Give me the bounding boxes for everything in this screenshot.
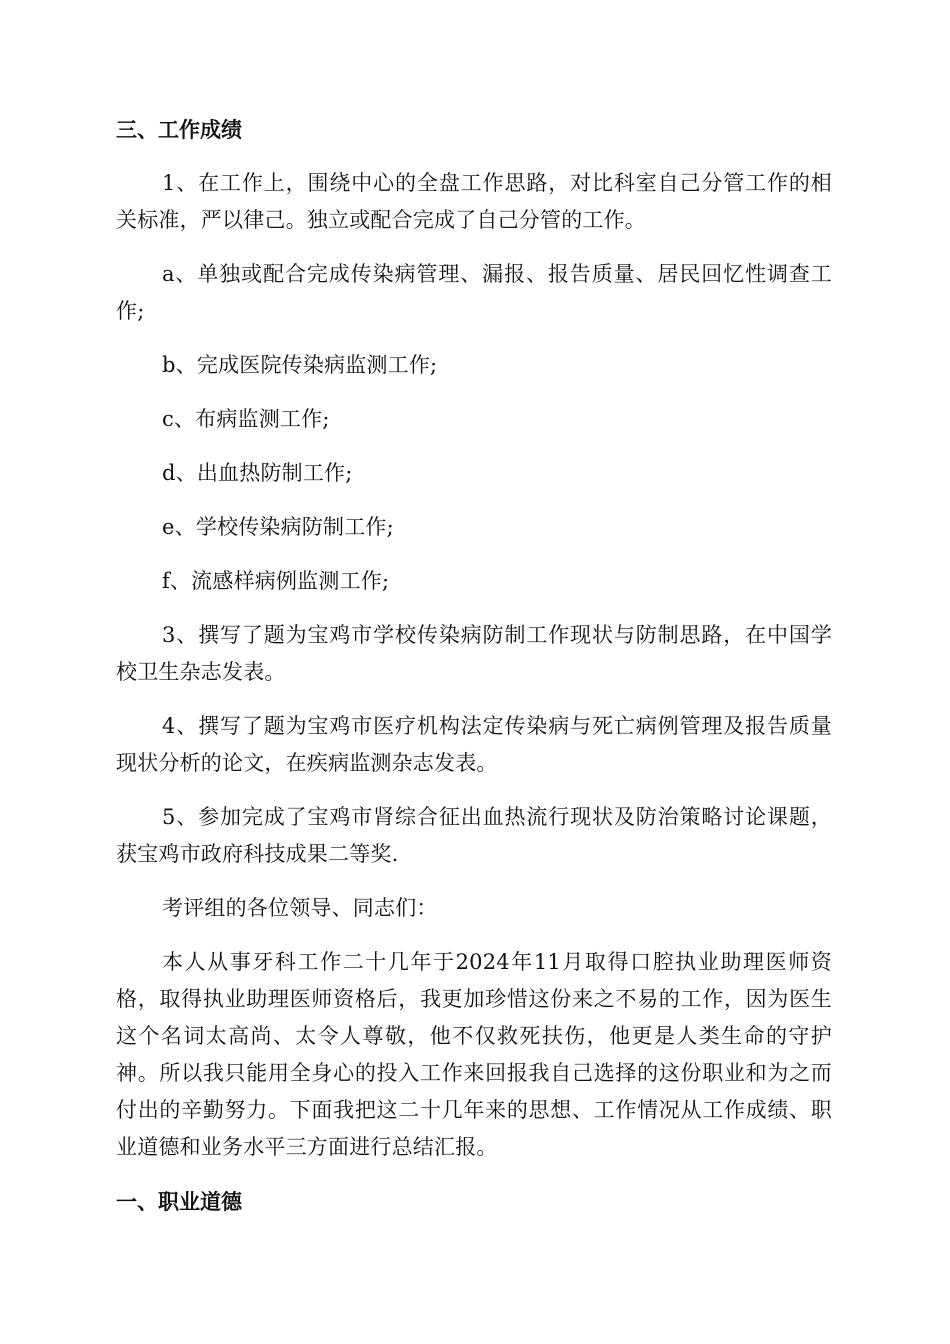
list-item-f: f、流感样病例监测工作; xyxy=(162,569,390,593)
list-item-a: a、单独或配合完成传染病管理、漏报、报告质量、居民回忆性调查工作; xyxy=(116,262,832,323)
list-item-c: c、布病监测工作; xyxy=(162,407,330,431)
section-heading-work-achievements: 三、工作成绩 xyxy=(116,118,242,142)
list-item-e: e、学校传染病防制工作; xyxy=(162,515,394,539)
paragraph-item-5: 5、参加完成了宝鸡市肾综合征出血热流行现状及防治策略讨论课题，获宝鸡市政府科技成果二等奖. xyxy=(116,805,832,866)
list-item-b: b、完成医院传染病监测工作; xyxy=(162,353,438,377)
section-heading-professional-ethics: 一、职业道德 xyxy=(116,1190,242,1214)
paragraph-introduction: 本人从事牙科工作二十几年于2024年11月取得口腔执业助理医师资格，取得执业助理医师资格后，我更加珍惜这份来之不易的工作，因为医生这个名词太高尚、太令人尊敬，他不仅救死扶伤，他更是人类生命的守护神。所以我只能用全身心的投入工作来回报我自己选择的这份职业和为之而付出的辛勤努力。下面我把这二十几年来的思想、工作情况从工作成绩、职业道德和业务水平三方面进行总结汇报。 xyxy=(116,950,833,1159)
paragraph-work-overview: 1、在工作上，围绕中心的全盘工作思路，对比科室自己分管工作的相关标准，严以律己。独立或配合完成了自己分管的工作。 xyxy=(116,171,832,232)
paragraph-salutation: 考评组的各位领导、同志们： xyxy=(162,896,438,920)
paragraph-item-4: 4、撰写了题为宝鸡市医疗机构法定传染病与死亡病例管理及报告质量现状分析的论文，在疾病监测杂志发表。 xyxy=(116,714,832,775)
document-body xyxy=(116,112,832,1220)
paragraph-item-3: 3、撰写了题为宝鸡市学校传染病防制工作现状与防制思路，在中国学校卫生杂志发表。 xyxy=(116,623,832,684)
list-item-d: d、出血热防制工作; xyxy=(162,461,353,485)
